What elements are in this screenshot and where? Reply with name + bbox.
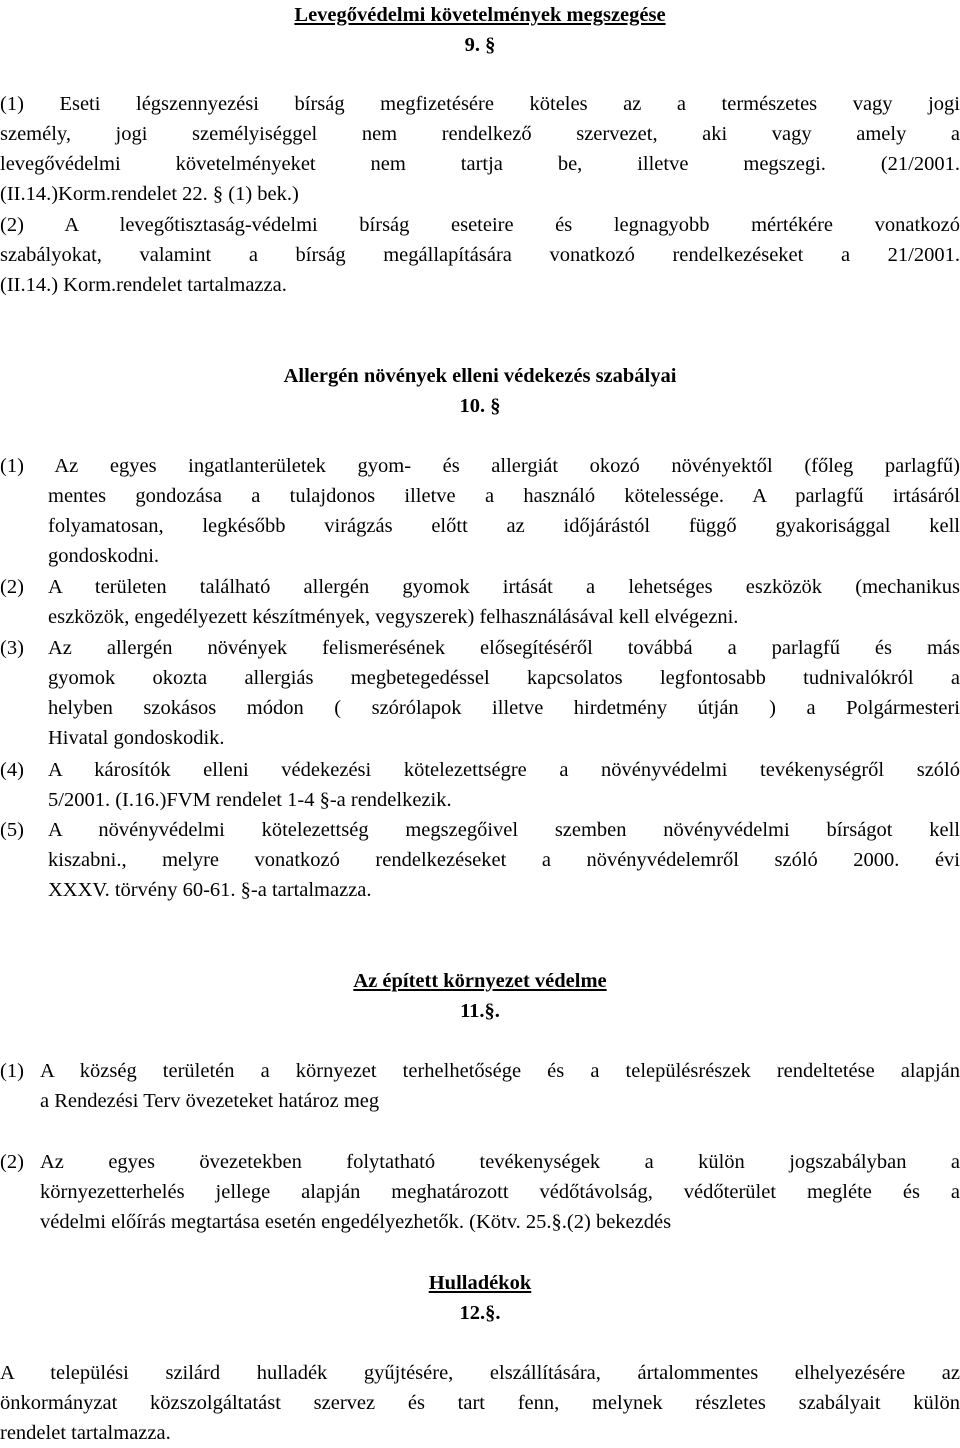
- s11-p2-line-3: védelmi előírás megtartása esetén engedélyezhetők. (Kötv. 25.§.(2) bekezdés: [40, 1211, 672, 1233]
- s10-p5-line-1: A növényvédelmi kötelezettség megszegőivel szemben növényvédelmi bírságot kell: [48, 819, 960, 841]
- section-9-number: 9. §: [464, 34, 496, 56]
- s10-p4-line-1: A károsítók elleni védekezési kötelezettségre a növényvédelmi tevékenységről szóló: [48, 759, 960, 781]
- s10-p1-line-3: folyamatosan, legkésőbb virágzás előtt az időjárástól függő gyakorisággal kell: [48, 515, 960, 537]
- section-10-number: 10. §: [459, 395, 501, 417]
- section-12-heading: Hulladékok: [428, 1272, 532, 1294]
- s9-p2-line-2: szabályokat, valamint a bírság megállapítására vonatkozó rendelkezéseket a 21/2001.: [0, 244, 960, 266]
- s11-p1-line-1: A község területén a környezet terhelhetősége és a településrészek rendeltetése alapján: [40, 1060, 960, 1082]
- section-11-heading: Az épített környezet védelme: [353, 970, 607, 992]
- s11-p1-number: (1): [0, 1060, 24, 1082]
- s10-p5-line-2: kiszabni., melyre vonatkozó rendelkezéseket a növényvédelemről szóló 2000. évi: [48, 849, 960, 871]
- s10-p4-number: (4): [0, 759, 24, 781]
- s10-p4-line-2: 5/2001. (I.16.)FVM rendelet 1-4 §-a rendelkezik.: [48, 789, 452, 811]
- s9-p1-line-1: (1) Eseti légszennyezési bírság megfizetésére köteles az a természetes vagy jogi: [0, 93, 960, 115]
- s12-p1-line-2: önkormányzat közszolgáltatást szervez és tart fenn, melynek részletes szabályait külön: [0, 1392, 960, 1414]
- s9-p1-line-4: (II.14.)Korm.rendelet 22. § (1) bek.): [0, 183, 299, 205]
- s9-p1-line-3: levegővédelmi követelményeket nem tartja be, illetve megszegi. (21/2001.: [0, 153, 960, 175]
- section-9-heading: Levegővédelmi követelmények megszegése: [294, 4, 666, 26]
- s10-p3-number: (3): [0, 637, 24, 659]
- s10-p1-line-4: gondoskodni.: [48, 545, 160, 567]
- s10-p2-line-2: eszközök, engedélyezett készítmények, vegyszerek) felhasználásával kell elvégezni.: [48, 606, 739, 628]
- s11-p2-number: (2): [0, 1151, 24, 1173]
- s11-p1-line-2: a Rendezési Terv övezeteket határoz meg: [40, 1090, 380, 1112]
- s10-p2-line-1: A területen található allergén gyomok irtását a lehetséges eszközök (mechanikus: [48, 576, 960, 598]
- s10-p3-line-3: helyben szokásos módon ( szórólapok illetve hirdetmény útján ) a Polgármesteri: [48, 697, 960, 719]
- section-11-number: 11.§.: [460, 1000, 500, 1022]
- section-12-number: 12.§.: [459, 1302, 501, 1324]
- s10-p5-number: (5): [0, 819, 24, 841]
- s12-p1-line-1: A települési szilárd hulladék gyűjtésére, elszállítására, ártalommentes elhelyezésére az: [0, 1362, 960, 1384]
- s10-p1-line-2: mentes gondozása a tulajdonos illetve a használó kötelessége. A parlagfű irtásáról: [48, 485, 960, 507]
- s11-p2-line-1: Az egyes övezetekben folytatható tevékenységek a külön jogszabályban a: [40, 1151, 960, 1173]
- s10-p3-line-2: gyomok okozta allergiás megbetegedéssel kapcsolatos legfontosabb tudnivalókról a: [48, 667, 960, 689]
- s12-p1-line-3: rendelet tartalmazza.: [0, 1422, 171, 1444]
- s9-p2-line-3: (II.14.) Korm.rendelet tartalmazza.: [0, 274, 287, 296]
- s9-p2-line-1: (2) A levegőtisztaság-védelmi bírság eseteire és legnagyobb mértékére vonatkozó: [0, 214, 960, 236]
- s11-p2-line-2: környezetterhelés jellege alapján meghatározott védőtávolság, védőterület megléte és a: [40, 1181, 960, 1203]
- s10-p5-line-3: XXXV. törvény 60-61. §-a tartalmazza.: [48, 879, 372, 901]
- s10-p2-number: (2): [0, 576, 24, 598]
- section-10-heading: Allergén növények elleni védekezés szabályai: [283, 365, 677, 387]
- s10-p3-line-4: Hivatal gondoskodik.: [48, 727, 225, 749]
- s10-p1-line-1: (1) Az egyes ingatlanterületek gyom- és allergiát okozó növényektől (főleg parlagfű): [0, 455, 960, 477]
- s9-p1-line-2: személy, jogi személyiséggel nem rendelkező szervezet, aki vagy amely a: [0, 123, 960, 145]
- s10-p3-line-1: Az allergén növények felismerésének elősegítéséről továbbá a parlagfű és más: [48, 637, 960, 659]
